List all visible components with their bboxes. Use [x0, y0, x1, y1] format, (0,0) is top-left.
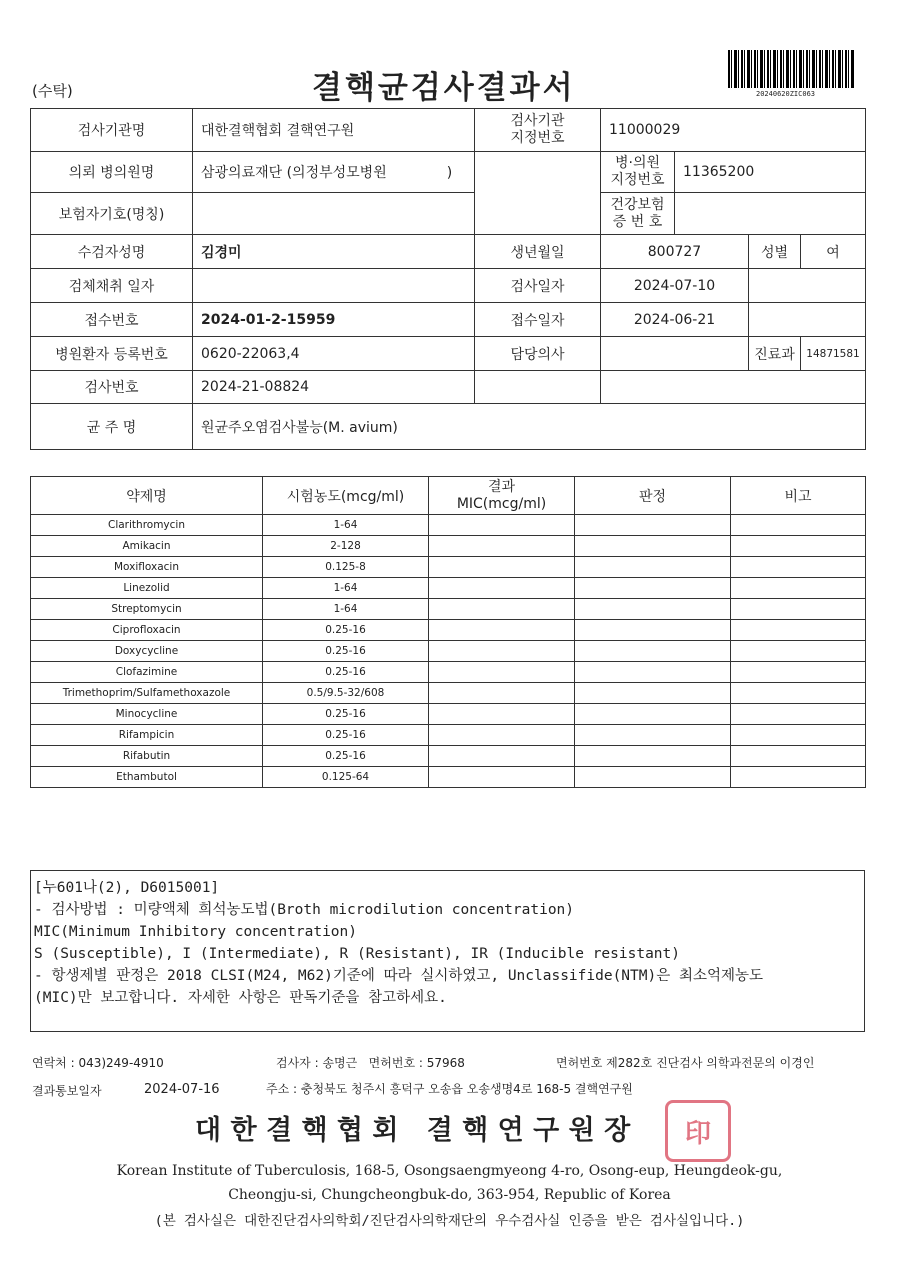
test-date-value: 2024-07-10 — [601, 269, 749, 303]
mic-result — [429, 746, 575, 767]
note — [731, 662, 866, 683]
drug-name: Trimethoprim/Sulfamethoxazole — [31, 683, 263, 704]
test-range: 0.25-16 — [263, 662, 429, 683]
collect-label: 검체채취 일자 — [31, 269, 193, 303]
test-range: 0.25-16 — [263, 725, 429, 746]
test-range: 0.125-64 — [263, 767, 429, 788]
reg-no-label: 병원환자 등록번호 — [31, 337, 193, 371]
drug-name: Ciprofloxacin — [31, 620, 263, 641]
table-row — [31, 746, 866, 767]
patient-label: 수검자성명 — [31, 235, 193, 269]
note — [731, 725, 866, 746]
english-address: Korean Institute of Tuberculosis, 168-5, Osongsaengmyeong 4-ro, Osong-eup, Heungdeok-gu, Cheongju-si, Chungcheongbuk-do, 363-954, Republic of Korea — [116, 1163, 783, 1203]
table-row — [31, 641, 866, 662]
note — [731, 746, 866, 767]
mic-result — [429, 767, 575, 788]
mic-result — [429, 704, 575, 725]
dept-label: 진료과 — [749, 337, 801, 371]
info-table — [30, 108, 866, 450]
judgment — [575, 578, 731, 599]
health-ins-value — [675, 193, 866, 235]
mic-result — [429, 599, 575, 620]
mic-result — [429, 620, 575, 641]
table-row — [31, 557, 866, 578]
birth-value: 800727 — [601, 235, 749, 269]
judgment — [575, 704, 731, 725]
note — [731, 704, 866, 725]
drug-name: Doxycycline — [31, 641, 263, 662]
doctor-value — [601, 337, 749, 371]
drug-name: Linezolid — [31, 578, 263, 599]
test-range: 1-64 — [263, 578, 429, 599]
judgment — [575, 725, 731, 746]
mic-result — [429, 515, 575, 536]
insurer-label: 보험자기호(명칭) — [31, 193, 193, 235]
health-ins-label: 건강보험 증 번 호 — [601, 193, 675, 235]
insurer-value — [193, 193, 475, 235]
contact: 연락처 : 043)249-4910 — [32, 1056, 164, 1070]
notes-criteria-cont: (MIC)만 보고합니다. 자세한 사항은 판독기준을 참고하세요. — [34, 990, 447, 1006]
patient-value: 김경미 — [193, 235, 475, 269]
table-row — [31, 599, 866, 620]
test-range: 0.125-8 — [263, 557, 429, 578]
table-row — [31, 620, 866, 641]
notes-legend: S (Susceptible), I (Intermediate), R (Resistant), IR (Inducible resistant) — [34, 946, 681, 962]
mic-result — [429, 557, 575, 578]
col-judgment: 판정 — [575, 477, 731, 515]
table-row — [31, 578, 866, 599]
receipt-tag: (수탁) — [32, 82, 73, 100]
note — [731, 599, 866, 620]
judgment — [575, 641, 731, 662]
col-drug: 약제명 — [31, 477, 263, 515]
judgment — [575, 515, 731, 536]
certification-note: (본 검사실은 대한진단검사의학회/진단검사의학재단의 우수검사실 인증을 받은 검사실입니다.) — [154, 1213, 745, 1229]
notes-box — [30, 870, 865, 1032]
collect-value — [193, 269, 475, 303]
note — [731, 767, 866, 788]
birth-label: 생년월일 — [475, 235, 601, 269]
drug-name: Minocycline — [31, 704, 263, 725]
mic-result — [429, 641, 575, 662]
notes-code: [누601나(2), D6015001] — [34, 880, 220, 896]
table-row — [31, 725, 866, 746]
drug-name: Clofazimine — [31, 662, 263, 683]
col-note: 비고 — [731, 477, 866, 515]
note — [731, 536, 866, 557]
drug-name: Streptomycin — [31, 599, 263, 620]
table-row — [31, 767, 866, 788]
judgment — [575, 662, 731, 683]
test-date-label: 검사일자 — [475, 269, 601, 303]
test-range: 1-64 — [263, 515, 429, 536]
dept-value: 14871581 — [801, 337, 866, 371]
hospital-value: 삼광의료재단 (의정부성모병원 ) — [193, 152, 475, 193]
drug-table — [30, 476, 866, 788]
mic-result — [429, 536, 575, 557]
test-range: 0.25-16 — [263, 620, 429, 641]
hosp-code-value: 11365200 — [675, 152, 866, 193]
notes-method: - 검사방법 : 미량액체 희석농도법(Broth microdilution concentration) — [34, 902, 575, 918]
license: 면허번호 제282호 진단검사 의학과전문의 이경인 — [556, 1056, 815, 1070]
table-row — [31, 536, 866, 557]
drug-name: Amikacin — [31, 536, 263, 557]
judgment — [575, 599, 731, 620]
drug-name: Rifampicin — [31, 725, 263, 746]
test-range: 1-64 — [263, 599, 429, 620]
table-row — [31, 704, 866, 725]
test-no-value: 2024-21-08824 — [193, 371, 475, 404]
organism-label: 균 주 명 — [31, 404, 193, 450]
inst-code-value: 11000029 — [601, 109, 866, 152]
institution-label: 검사기관명 — [31, 109, 193, 152]
judgment — [575, 536, 731, 557]
drug-name: Ethambutol — [31, 767, 263, 788]
drug-name: Moxifloxacin — [31, 557, 263, 578]
drug-name: Clarithromycin — [31, 515, 263, 536]
organism-value: 원균주오염검사불능(M. avium) — [193, 404, 866, 450]
notify-label: 결과통보일자 — [32, 1084, 102, 1098]
col-result: 결과 MIC(mcg/ml) — [429, 477, 575, 515]
judgment — [575, 557, 731, 578]
page-title: 결핵균검사결과서 — [312, 70, 576, 106]
judgment — [575, 620, 731, 641]
judgment — [575, 767, 731, 788]
reg-no-value: 0620-22063,4 — [193, 337, 475, 371]
hospital-label: 의뢰 병의원명 — [31, 152, 193, 193]
institution-value: 대한결핵협회 결핵연구원 — [193, 109, 475, 152]
test-range: 0.25-16 — [263, 641, 429, 662]
receipt-date-label: 접수일자 — [475, 303, 601, 337]
address: 주소 : 충청북도 청주시 흥덕구 오송읍 오송생명4로 168-5 결핵연구원 — [266, 1082, 633, 1096]
judgment — [575, 746, 731, 767]
table-row — [31, 662, 866, 683]
notify-date: 2024-07-16 — [144, 1082, 220, 1097]
barcode-number: 20240620ZIC063 — [756, 90, 816, 98]
note — [731, 620, 866, 641]
col-conc: 시험농도(mcg/ml) — [263, 477, 429, 515]
mic-result — [429, 578, 575, 599]
test-no-label: 검사번호 — [31, 371, 193, 404]
inst-code-label: 검사기관 지정번호 — [475, 109, 601, 152]
mic-result — [429, 683, 575, 704]
notes-criteria: - 항생제별 판정은 2018 CLSI(M24, M62)기준에 따라 실시하였고, Unclassifide(NTM)은 최소억제농도 — [34, 968, 764, 984]
notes-mic: MIC(Minimum Inhibitory concentration) — [34, 924, 358, 940]
drug-name: Rifabutin — [31, 746, 263, 767]
test-range: 0.25-16 — [263, 746, 429, 767]
judgment — [575, 683, 731, 704]
table-row — [31, 683, 866, 704]
test-range: 0.5/9.5-32/608 — [263, 683, 429, 704]
note — [731, 578, 866, 599]
receipt-no-label: 접수번호 — [31, 303, 193, 337]
note — [731, 683, 866, 704]
sex-label: 성별 — [749, 235, 801, 269]
note — [731, 557, 866, 578]
receipt-date-value: 2024-06-21 — [601, 303, 749, 337]
mic-result — [429, 725, 575, 746]
test-range: 2-128 — [263, 536, 429, 557]
official-seal: 印 — [665, 1100, 731, 1162]
receipt-no-value: 2024-01-2-15959 — [193, 303, 475, 337]
table-row — [31, 515, 866, 536]
sex-value: 여 — [801, 235, 866, 269]
barcode — [728, 50, 854, 88]
tester: 검사자 : 송명근 면허번호 : 57968 — [276, 1056, 465, 1070]
note — [731, 515, 866, 536]
note — [731, 641, 866, 662]
org-name: 대 한 결 핵 협 회 결 핵 연 구 원 장 — [195, 1115, 631, 1146]
doctor-label: 담당의사 — [475, 337, 601, 371]
test-range: 0.25-16 — [263, 704, 429, 725]
mic-result — [429, 662, 575, 683]
hosp-code-label: 병·의원 지정번호 — [601, 152, 675, 193]
